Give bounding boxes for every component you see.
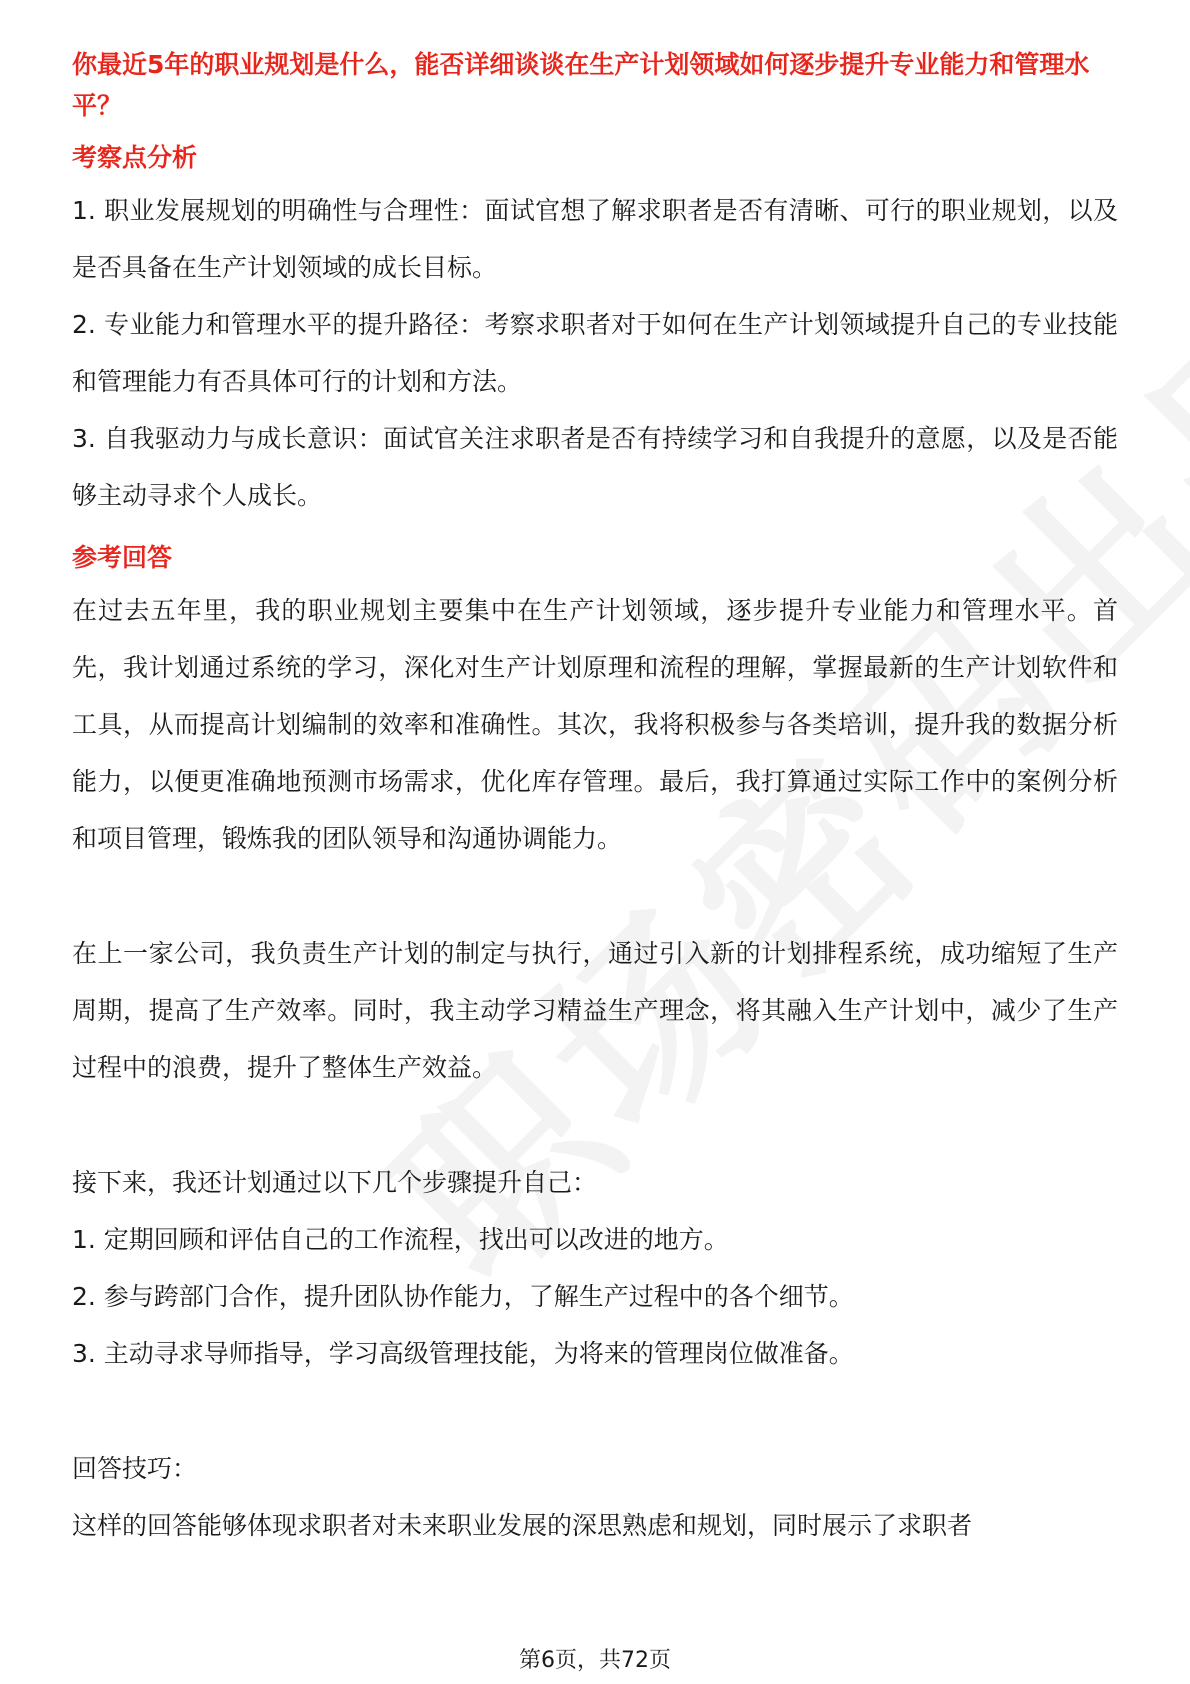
tips-text: 这样的回答能够体现求职者对未来职业发展的深思熟虑和规划，同时展示了求职者 — [72, 1511, 973, 1540]
analysis-point-3: 3. 自我驱动力与成长意识：面试官关注求职者是否有持续学习和自我提升的意愿，以及是否能够主动寻求个人成长。 — [72, 424, 1118, 510]
next-step-2: 2. 参与跨部门合作，提升团队协作能力，了解生产过程中的各个细节。 — [72, 1282, 854, 1311]
document-page — [72, 44, 1118, 1554]
next-steps-intro: 接下来，我还计划通过以下几个步骤提升自己： — [72, 1168, 598, 1197]
analysis-point-2: 2. 专业能力和管理水平的提升路径：考察求职者对于如何在生产计划领域提升自己的专业技能和管理能力有否具体可行的计划和方法。 — [72, 310, 1118, 396]
page-number: 第6页，共72页 — [519, 1648, 671, 1673]
answer-title: 参考回答 — [72, 543, 173, 572]
answer-paragraph-1: 在过去五年里，我的职业规划主要集中在生产计划领域，逐步提升专业能力和管理水平。首先，我计划通过系统的学习，深化对生产计划原理和流程的理解，掌握最新的生产计划软件和工具，从而提高计划编制的效率和准确性。其次，我将积极参与各类培训，提升我的数据分析能力，以便更准确地预测市场需求，优化库存管理。最后，我打算通过实际工作中的案例分析和项目管理，锻炼我的团队领导和沟通协调能力。 — [72, 596, 1118, 853]
next-step-3: 3. 主动寻求导师指导，学习高级管理技能，为将来的管理岗位做准备。 — [72, 1339, 854, 1368]
question-heading: 你最近5年的职业规划是什么，能否详细谈谈在生产计划领域如何逐步提升专业能力和管理水平？ — [72, 50, 1090, 120]
next-step-1: 1. 定期回顾和评估自己的工作流程，找出可以改进的地方。 — [72, 1225, 729, 1254]
analysis-title: 考察点分析 — [72, 143, 198, 172]
analysis-point-1: 1. 职业发展规划的明确性与合理性：面试官想了解求职者是否有清晰、可行的职业规划，以及是否具备在生产计划领域的成长目标。 — [72, 196, 1118, 282]
tips-title: 回答技巧： — [72, 1454, 198, 1483]
answer-paragraph-2: 在上一家公司，我负责生产计划的制定与执行，通过引入新的计划排程系统，成功缩短了生产周期，提高了生产效率。同时，我主动学习精益生产理念，将其融入生产计划中，减少了生产过程中的浪费，提升了整体生产效益。 — [72, 939, 1118, 1082]
